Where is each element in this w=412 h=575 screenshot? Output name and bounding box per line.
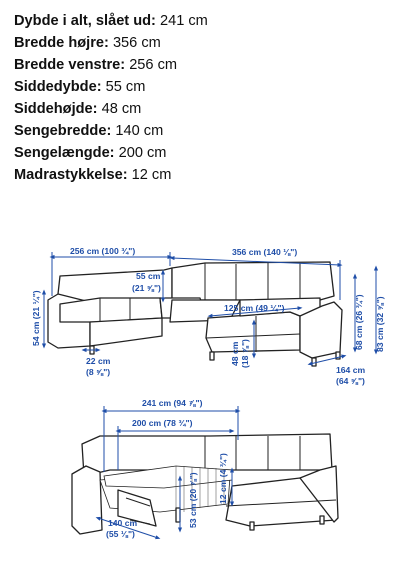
spec-label: Bredde højre:	[14, 35, 109, 51]
sofa-bed-dimension-drawing	[72, 398, 338, 539]
label-mattress: 12 cm (4 ¾")	[218, 453, 228, 504]
spec-label: Siddedybde:	[14, 79, 102, 95]
spec-label: Dybde i alt, slået ud:	[14, 13, 156, 29]
label-bed-width-cm: 140 cm	[108, 518, 138, 528]
spec-value: 12 cm	[131, 167, 172, 183]
label-height-left: 54 cm (21 ¼")	[31, 290, 41, 346]
label-leg-in: (8 ⅝")	[86, 367, 111, 377]
sofa-dimension-drawing	[31, 246, 385, 386]
label-depth-cm: 164 cm	[336, 365, 366, 375]
spec-value: 48 cm	[101, 101, 142, 117]
label-seat-depth-cm: 55 cm	[136, 271, 161, 281]
label-back-height: 68 cm (26 ¾")	[354, 294, 364, 350]
label-total-depth: 241 cm (94 ⅞")	[142, 398, 203, 408]
label-bed-width-in: (55 ⅛")	[106, 529, 135, 539]
spec-value: 55 cm	[105, 79, 146, 95]
spec-label: Sengebredde:	[14, 123, 112, 139]
spec-value: 256 cm	[129, 57, 178, 73]
label-seat-height-in: (18 ⅞")	[240, 339, 250, 368]
spec-label: Madrastykkelse:	[14, 167, 128, 183]
spec-value: 241 cm	[159, 13, 208, 29]
label-depth-in: (64 ⅝")	[336, 376, 365, 386]
spec-value: 200 cm	[118, 145, 167, 161]
spec-label: Sengelængde:	[14, 145, 115, 161]
label-bed-length: 200 cm (78 ¾")	[132, 418, 193, 428]
label-total-height: 83 cm (32 ⅝")	[375, 296, 385, 352]
spec-value: 356 cm	[112, 35, 161, 51]
label-width-right: 356 cm (140 ⅛")	[232, 247, 298, 257]
label-leg-cm: 22 cm	[86, 356, 111, 366]
label-width-left: 256 cm (100 ¾")	[70, 246, 136, 256]
label-chaise: 125 cm (49 ¼")	[224, 303, 285, 313]
spec-label: Siddehøjde:	[14, 101, 98, 117]
label-seat-depth-in: (21 ⅝")	[132, 283, 161, 293]
spec-value: 140 cm	[115, 123, 164, 139]
label-bed-height: 53 cm (20 ⅞")	[188, 472, 198, 528]
label-seat-height-cm: 48 cm	[230, 341, 240, 366]
spec-label: Bredde venstre:	[14, 57, 126, 73]
